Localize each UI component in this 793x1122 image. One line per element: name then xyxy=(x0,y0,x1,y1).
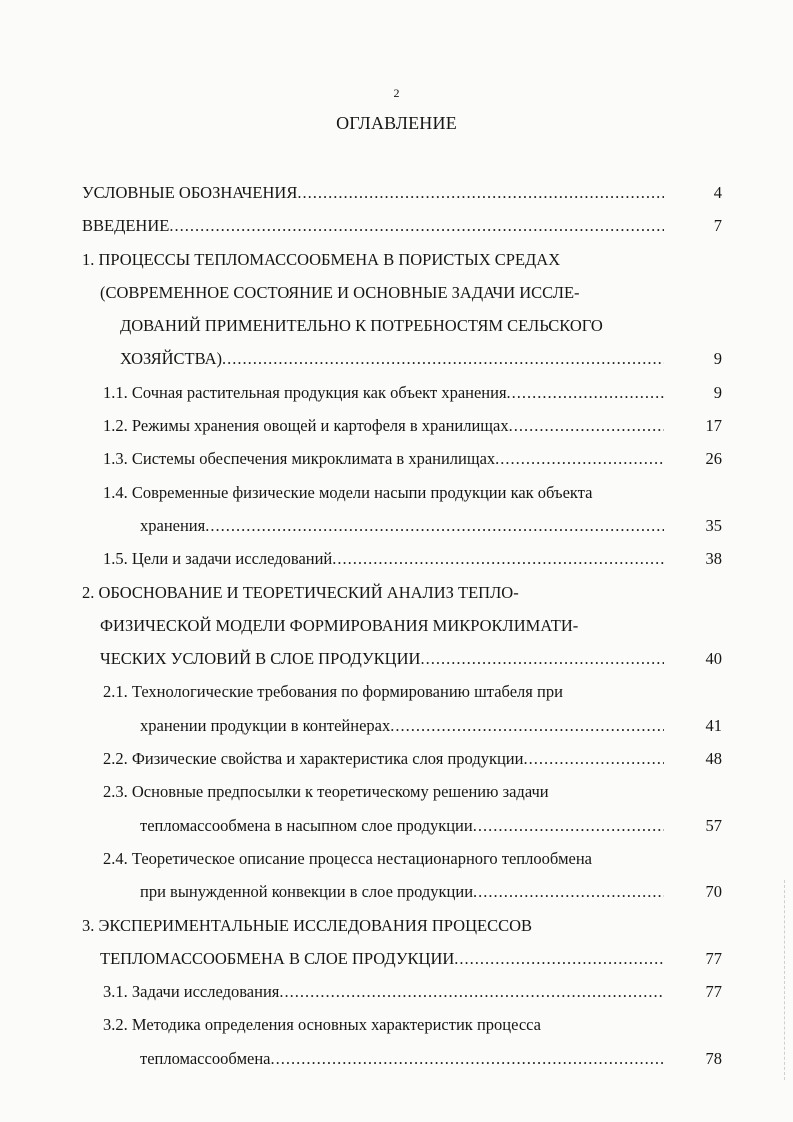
toc-entry-1-5[interactable] xyxy=(82,542,722,575)
toc-entry-2-4-end[interactable] xyxy=(82,875,722,908)
table-of-contents xyxy=(82,176,722,1075)
toc-entry-text: 1.4. Современные физические модели насыпи продукции как объекта xyxy=(103,482,593,502)
toc-entry-page: 78 xyxy=(705,1048,722,1068)
toc-entry-page: 70 xyxy=(705,882,722,902)
toc-entry-text: 2.4. Теоретическое описание процесса нестационарного теплообмена xyxy=(103,848,593,868)
toc-entry-chapter-2[interactable] xyxy=(82,576,722,609)
toc-entry-text: 1.2. Режимы хранения овощей и картофеля в хранилищах xyxy=(103,416,509,436)
page-number: 2 xyxy=(393,86,400,100)
leader-dots xyxy=(297,176,664,209)
toc-entry-text: ВВЕДЕНИЕ xyxy=(82,216,170,236)
leader-dots xyxy=(271,1042,665,1075)
toc-entry-text: при вынужденной конвекции в слое продукции xyxy=(140,882,474,902)
leader-dots xyxy=(205,509,664,542)
toc-entry-text: ТЕПЛОМАССООБМЕНА В СЛОЕ ПРОДУКЦИИ xyxy=(100,948,455,968)
leader-dots xyxy=(523,742,664,775)
leader-dots xyxy=(390,709,664,742)
toc-entry-chapter-1-cont xyxy=(82,276,722,309)
toc-entry-page: 48 xyxy=(705,749,722,769)
toc-entry-page: 26 xyxy=(705,449,722,469)
toc-entry-2-1[interactable] xyxy=(82,675,722,708)
toc-entry-page: 35 xyxy=(705,515,722,535)
toc-entry-chapter-1[interactable] xyxy=(82,243,722,276)
leader-dots xyxy=(279,975,664,1008)
toc-entry-text: хранения xyxy=(140,515,206,535)
toc-entry-text: ФИЗИЧЕСКОЙ МОДЕЛИ ФОРМИРОВАНИЯ МИКРОКЛИМАТИ- xyxy=(100,615,579,635)
toc-entry-text: тепломассообмена в насыпном слое продукции xyxy=(140,815,473,835)
toc-entry-text: тепломассообмена xyxy=(140,1048,271,1068)
toc-entry-page: 57 xyxy=(705,815,722,835)
toc-entry-page: 77 xyxy=(705,948,722,968)
toc-entry-text: 1.5. Цели и задачи исследований xyxy=(103,549,333,569)
toc-entry-page: 77 xyxy=(705,982,722,1002)
toc-entry-1-3[interactable] xyxy=(82,442,722,475)
toc-entry-page: 7 xyxy=(713,216,722,236)
page-title: ОГЛАВЛЕНИЕ xyxy=(336,113,457,133)
toc-entry-text: 3. ЭКСПЕРИМЕНТАЛЬНЫЕ ИССЛЕДОВАНИЯ ПРОЦЕССОВ xyxy=(82,915,533,935)
toc-entry-2-4[interactable] xyxy=(82,842,722,875)
toc-entry-2-3[interactable] xyxy=(82,775,722,808)
toc-entry-text: 2.2. Физические свойства и характеристика слоя продукции xyxy=(103,749,524,769)
toc-entry-chapter-3[interactable] xyxy=(82,909,722,942)
toc-entry-chapter-1-cont xyxy=(82,309,722,342)
toc-entry-text: 3.1. Задачи исследования xyxy=(103,982,280,1002)
leader-dots xyxy=(169,209,664,242)
toc-entry-text: 2.1. Технологические требования по формированию штабеля при xyxy=(103,682,563,702)
toc-entry-text: хранении продукции в контейнерах xyxy=(140,715,391,735)
toc-entry-3-2-end[interactable] xyxy=(82,1042,722,1075)
toc-entry-page: 17 xyxy=(705,416,722,436)
scan-artifact xyxy=(778,880,785,1080)
toc-entry-text: 2.3. Основные предпосылки к теоретическому решению задачи xyxy=(103,782,549,802)
leader-dots xyxy=(473,809,664,842)
toc-entry-page: 4 xyxy=(713,183,722,202)
toc-entry-page: 40 xyxy=(705,649,722,669)
toc-entry-chapter-3-end[interactable] xyxy=(82,942,722,975)
leader-dots xyxy=(332,542,664,575)
toc-entry-page: 41 xyxy=(705,715,722,735)
leader-dots xyxy=(509,409,664,442)
leader-dots xyxy=(495,442,664,475)
toc-entry-text: ХОЗЯЙСТВА) xyxy=(120,349,223,369)
toc-entry-text: УСЛОВНЫЕ ОБОЗНАЧЕНИЯ xyxy=(82,183,298,202)
leader-dots xyxy=(454,942,664,975)
toc-entry-2-3-end[interactable] xyxy=(82,809,722,842)
leader-dots xyxy=(222,342,664,375)
toc-entry-symbols[interactable] xyxy=(82,176,722,209)
toc-entry-text: 1. ПРОЦЕССЫ ТЕПЛОМАССООБМЕНА В ПОРИСТЫХ СРЕДАХ xyxy=(82,249,561,269)
toc-entry-text: 2. ОБОСНОВАНИЕ И ТЕОРЕТИЧЕСКИЙ АНАЛИЗ ТЕПЛО- xyxy=(82,582,519,602)
toc-entry-page: 38 xyxy=(705,549,722,569)
leader-dots xyxy=(507,376,664,409)
toc-entry-1-2[interactable] xyxy=(82,409,722,442)
toc-entry-text: 1.3. Системы обеспечения микроклимата в хранилищах xyxy=(103,449,496,469)
leader-dots xyxy=(473,875,664,908)
toc-entry-2-2[interactable] xyxy=(82,742,722,775)
toc-entry-text: (СОВРЕМЕННОЕ СОСТОЯНИЕ И ОСНОВНЫЕ ЗАДАЧИ ИССЛЕ- xyxy=(100,282,580,302)
toc-entry-3-1[interactable] xyxy=(82,975,722,1008)
toc-entry-3-2[interactable] xyxy=(82,1008,722,1041)
toc-entry-2-1-end[interactable] xyxy=(82,709,722,742)
toc-entry-page: 9 xyxy=(713,382,722,402)
toc-entry-chapter-2-end[interactable] xyxy=(82,642,722,675)
toc-entry-chapter-1-end[interactable] xyxy=(82,342,722,375)
toc-entry-text: ДОВАНИЙ ПРИМЕНИТЕЛЬНО К ПОТРЕБНОСТЯМ СЕЛЬСКОГО xyxy=(120,316,603,336)
leader-dots xyxy=(420,642,664,675)
toc-entry-introduction[interactable] xyxy=(82,209,722,242)
toc-entry-page: 9 xyxy=(713,349,722,369)
toc-entry-1-4-end[interactable] xyxy=(82,509,722,542)
toc-entry-1-1[interactable] xyxy=(82,376,722,409)
toc-entry-text: ЧЕСКИХ УСЛОВИЙ В СЛОЕ ПРОДУКЦИИ xyxy=(100,649,421,669)
toc-entry-text: 3.2. Методика определения основных характеристик процесса xyxy=(103,1015,542,1035)
toc-entry-text: 1.1. Сочная растительная продукция как объект хранения xyxy=(103,382,507,402)
toc-entry-chapter-2-cont xyxy=(82,609,722,642)
toc-entry-1-4[interactable] xyxy=(82,476,722,509)
